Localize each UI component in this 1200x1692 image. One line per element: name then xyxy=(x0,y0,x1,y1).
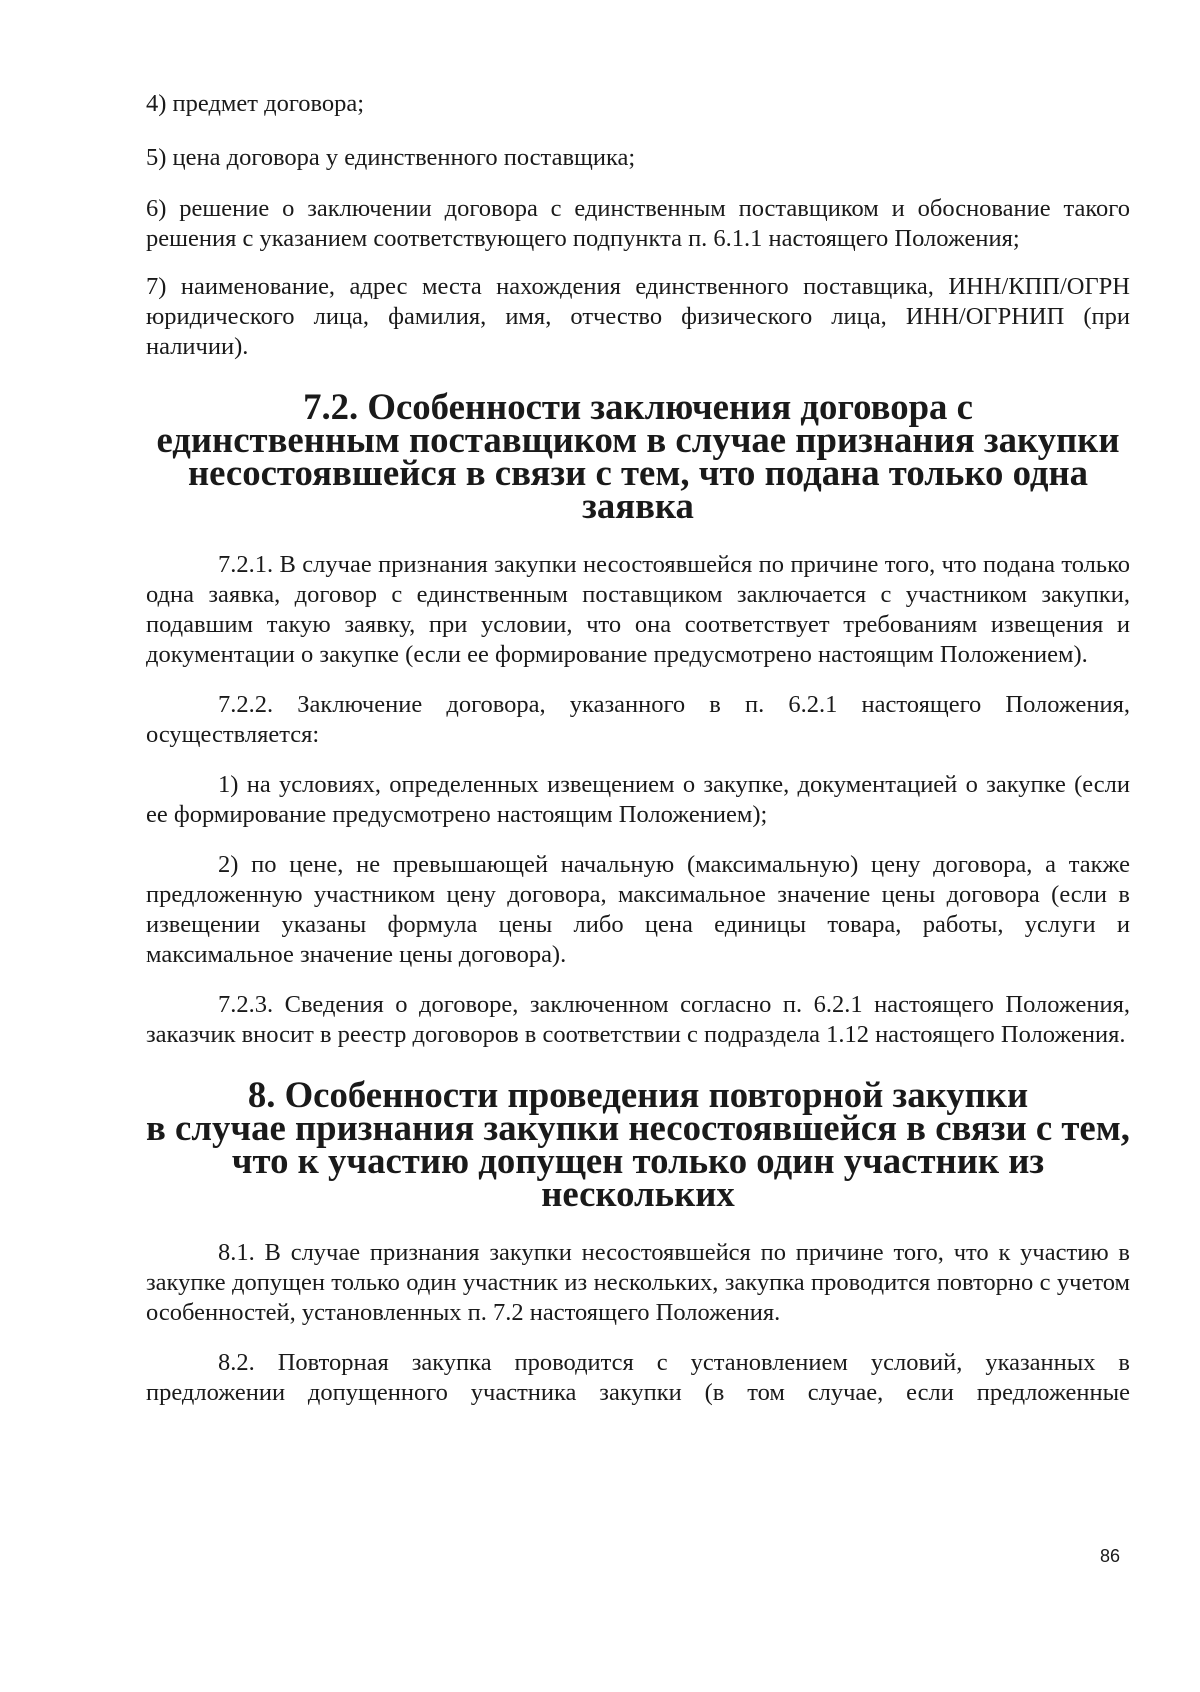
document-page xyxy=(146,88,1130,1408)
list-item-6: 6) решение о заключении договора с единственным поставщиком и обоснование такого решения с указанием соответствующего подпункта п. 6.1.1 настоящего Положения; xyxy=(146,195,1130,252)
page-number: 86 xyxy=(1100,1546,1121,1566)
list-item-7: 7) наименование, адрес места нахождения единственного поставщика, ИНН/КПП/ОГРН юридического лица, фамилия, имя, отчество физического лица, ИНН/ОГРНИП (при наличии). xyxy=(146,273,1130,360)
paragraph-7-2-1: 7.2.1. В случае признания закупки несостоявшейся по причине того, что подана только одна заявка, договор с единственным поставщиком заключается с участником закупки, подавшим такую заявку, при условии, что она соответствует требованиям извещения и документации о закупке (если ее формирование предусмотрено настоящим Положением). xyxy=(146,551,1130,668)
paragraph-7-2-2-item-1: 1) на условиях, определенных извещением о закупке, документацией о закупке (если ее формирование предусмотрено настоящим Положением); xyxy=(146,771,1130,828)
heading-line: в случае признания закупки несостоявшейся в связи с тем, xyxy=(146,1107,1130,1148)
heading-line: что к участию допущен только один участник из нескольких xyxy=(231,1140,1045,1214)
list-item-4: 4) предмет договора; xyxy=(146,90,365,117)
section-8-heading xyxy=(146,1074,1130,1214)
heading-line: 7.2. Особенности заключения договора с xyxy=(303,386,973,427)
paragraph-7-2-2: 7.2.2. Заключение договора, указанного в п. 6.2.1 настоящего Положения, осуществляется: xyxy=(146,691,1130,748)
paragraph-8-1: 8.1. В случае признания закупки несостоявшейся по причине того, что к участию в закупке допущен только один участник из нескольких, закупка проводится повторно с учетом особенностей, установленных п. 7.2 настоящего Положения. xyxy=(146,1239,1130,1326)
heading-line: единственным поставщиком в случае признания закупки xyxy=(156,419,1120,460)
list-item-5: 5) цена договора у единственного поставщика; xyxy=(146,144,636,171)
paragraph-7-2-3: 7.2.3. Сведения о договоре, заключенном согласно п. 6.2.1 настоящего Положения, заказчик вносит в реестр договоров в соответствии с подраздела 1.12 настоящего Положения. xyxy=(146,991,1130,1048)
heading-line: несостоявшейся в связи с тем, что подана только одна заявка xyxy=(187,452,1089,526)
paragraph-7-2-2-item-2: 2) по цене, не превышающей начальную (максимальную) цену договора, а также предложенную участником цену договора, максимальное значение цены договора (если в извещении указаны формула цены либо цена единицы товара, работы, услуги и максимальное значение цены договора). xyxy=(146,851,1130,968)
paragraph-8-2: 8.2. Повторная закупка проводится с установлением условий, указанных в предложении допущенного участника закупки (в том случае, если предложенные xyxy=(146,1349,1130,1406)
section-7-2-heading xyxy=(146,386,1130,526)
heading-line: 8. Особенности проведения повторной закупки xyxy=(247,1074,1029,1115)
